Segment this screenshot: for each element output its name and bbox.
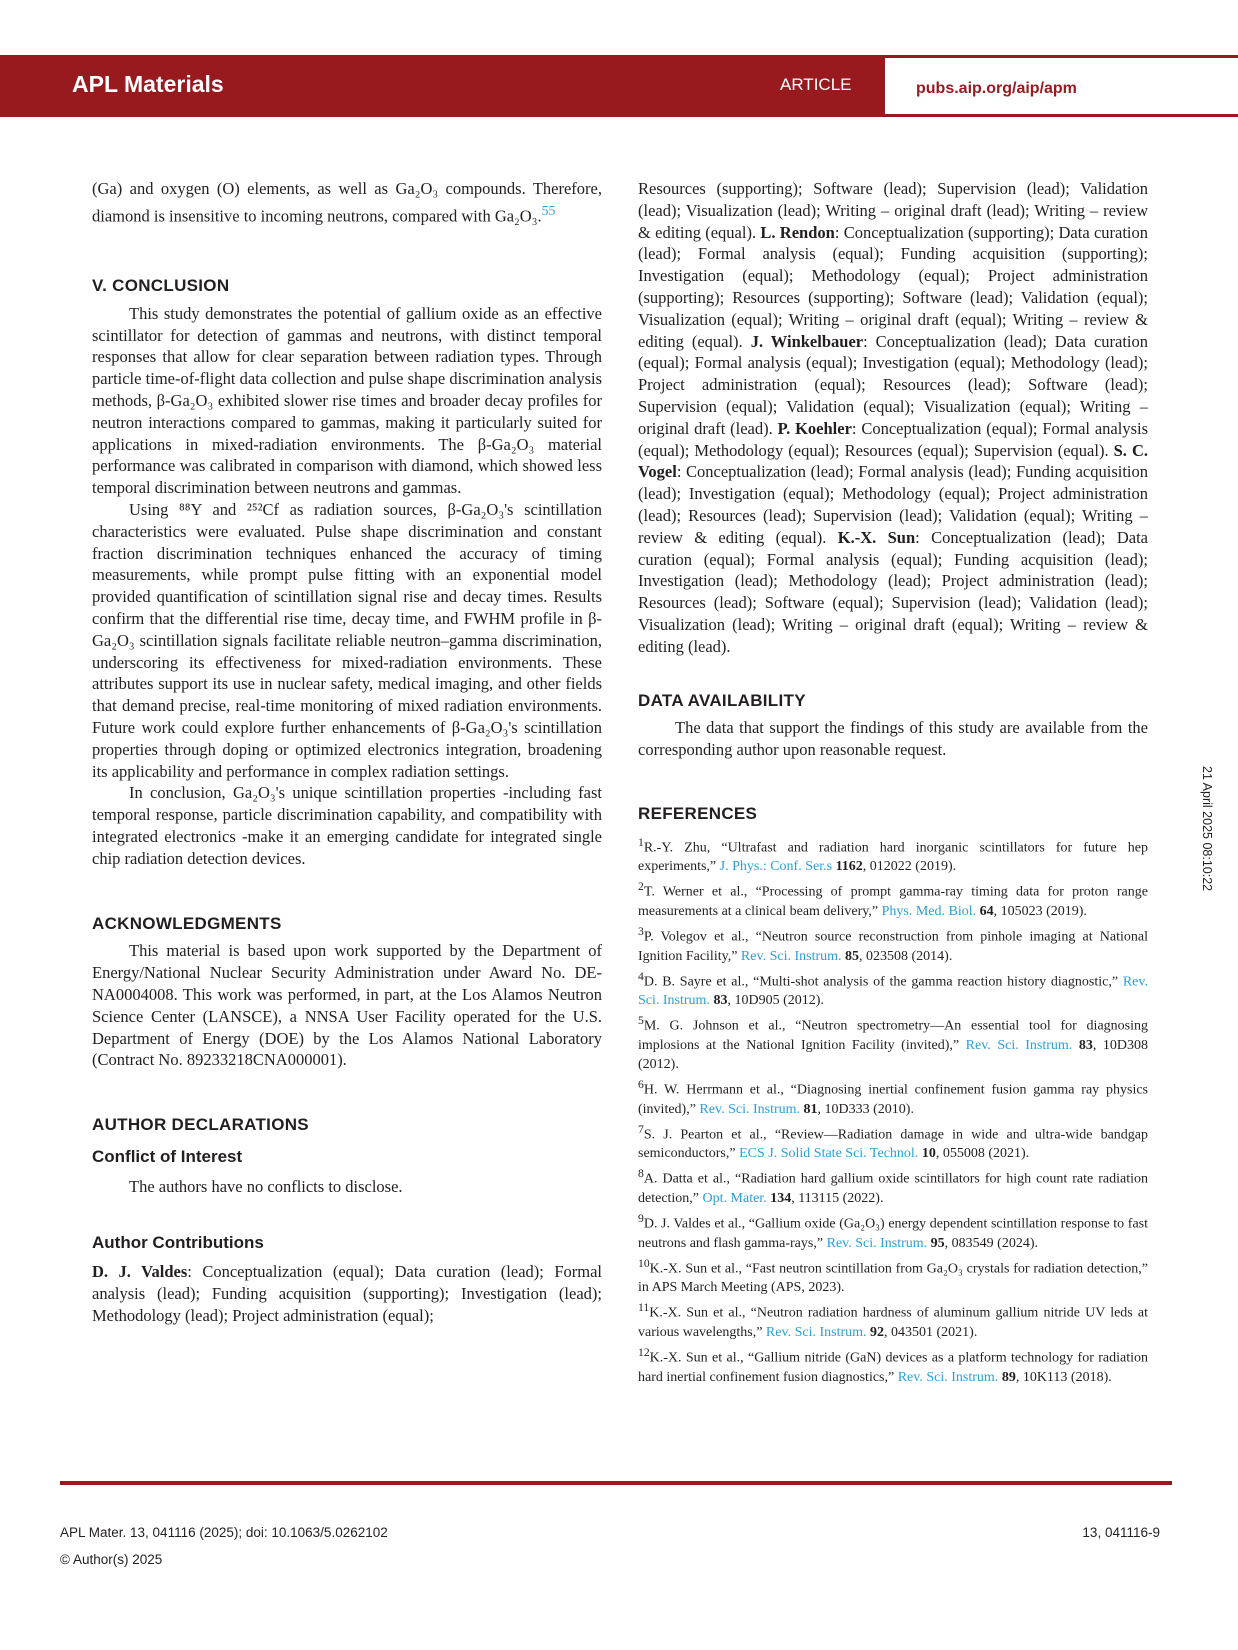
author-name-sun: K.-X. Sun: [837, 527, 916, 547]
reference-text: S. J. Pearton et al., “Review—Radiation damage in wide and ultra-wide bandgap semiconductors,”: [638, 1127, 1148, 1162]
reference-item: [638, 877, 1148, 921]
footer-page-id: 13, 041116-9: [1082, 1525, 1160, 1540]
reference-volume: 92: [866, 1324, 885, 1340]
references-list: [638, 833, 1148, 1387]
reference-number: 5: [638, 1014, 644, 1028]
reference-journal-link[interactable]: Rev. Sci. Instrum.: [638, 974, 1148, 1009]
citation-ref-55[interactable]: 55: [541, 202, 556, 218]
reference-journal-link[interactable]: Phys. Med. Biol.: [881, 904, 977, 920]
reference-journal-link[interactable]: Rev. Sci. Instrum.: [826, 1235, 928, 1251]
reference-journal-link[interactable]: Rev. Sci. Instrum.: [699, 1101, 801, 1117]
reference-text: P. Volegov et al., “Neutron source reconstruction from pinhole imaging at National Ignition Facility,”: [638, 929, 1148, 964]
conclusion-paragraph-1: This study demonstrates the potential of gallium oxide as an effective scintillator for detection of gammas and neutrons, with distinct temporal responses that allow for clear separation between radiation types. Through particle time-of-flight data collection and pulse shape discrimination analysis methods, β-Ga₂O₃ exhibited slower rise times and broader decay profiles for neutron interactions compared to gammas, making it particularly suited for applications in mixed-radiation environments. The β-Ga₂O₃ material performance was calibrated in comparison with diamond, which showed less temporal discrimination between neutrons and gammas.: [92, 303, 602, 498]
reference-details: , 10D905 (2012).: [727, 993, 824, 1009]
footer-citation: APL Mater. 13, 041116 (2025); doi: 10.1063/5.0262102: [60, 1525, 388, 1540]
contribution-text-valdes: : Conceptualization (equal); Data curation (lead); Formal analysis (lead); Funding acquisition (supporting); Investigation (lead); Methodology (lead); Project administration (equal);: [92, 1262, 603, 1325]
reference-number: 6: [638, 1078, 644, 1091]
reference-details: , 10K113 (2018).: [1015, 1369, 1112, 1385]
intro-paragraph: [92, 178, 602, 227]
reference-item: [638, 833, 1148, 877]
right-column: [638, 178, 1148, 1388]
reference-journal-link[interactable]: J. Phys.: Conf. Ser.s: [719, 859, 833, 875]
journal-url-link[interactable]: pubs.aip.org/aip/apm: [916, 80, 1077, 97]
reference-text: K.-X. Sun et al., “Fast neutron scintillation from Ga₂O₃ crystals for radiation detection,” in APS March Meeting (APS, 2023).: [638, 1261, 1148, 1296]
contribution-text-vogel: : Conceptualization (lead); Formal analysis (lead); Funding acquisition (lead); Investigation (equal); Methodology (equal); Project administration (lead); Resources (lead); Supervision (lead); Validation (equal); Writing – review & editing (equal).: [638, 462, 1148, 547]
reference-details: , 023508 (2014).: [859, 948, 953, 964]
author-name-winkelbauer: J. Winkelbauer: [750, 331, 864, 351]
reference-number: 11: [638, 1301, 650, 1315]
reference-details: , 10D333 (2010).: [817, 1101, 914, 1117]
acknowledgments-heading: ACKNOWLEDGMENTS: [92, 913, 282, 933]
reference-journal-link[interactable]: Opt. Mater.: [702, 1190, 767, 1206]
reference-details: , 113115 (2022).: [791, 1190, 884, 1206]
reference-text: T. Werner et al., “Processing of prompt gamma-ray timing data for proton range measurements at a clinical beam delivery,”: [638, 885, 1148, 920]
footer-rule: [60, 1481, 1172, 1485]
reference-journal-link[interactable]: Rev. Sci. Instrum.: [897, 1369, 999, 1385]
references-heading: REFERENCES: [638, 803, 758, 823]
reference-item: [638, 922, 1148, 966]
reference-text: D. J. Valdes et al., “Gallium oxide (Ga₂O₃) energy dependent scintillation response to fast neutrons and flash gamma-rays,”: [638, 1216, 1148, 1251]
contribution-text-valdes-cont: Resources (supporting); Software (lead); Supervision (lead); Validation (lead); Visualization (lead); Writing – original draft (lead); Writing – review & editing (equal).: [638, 179, 1148, 242]
reference-text: M. G. Johnson et al., “Neutron spectrometry—An essential tool for diagnosing implosions at the National Ignition Facility (invited),”: [638, 1019, 1148, 1053]
reference-volume: 83: [1072, 1038, 1093, 1053]
conclusion-paragraph-3: In conclusion, Ga₂O₃'s unique scintillation properties -including fast temporal response, particle discrimination capability, and compatibility with integrated electronics -make it an emerging candidate for integrated single chip radiation detection devices.: [92, 783, 602, 868]
intro-text: (Ga) and oxygen (O) elements, as well as Ga₂O₃ compounds. Therefore, diamond is insensitive to incoming neutrons, compared with Ga₂O₃.: [92, 179, 602, 226]
reference-journal-link[interactable]: Rev. Sci. Instrum.: [965, 1038, 1073, 1053]
reference-details: , 055008 (2021).: [935, 1146, 1030, 1162]
journal-url-box: [885, 58, 1238, 114]
reference-item: [638, 1075, 1148, 1119]
reference-volume: 83: [709, 993, 728, 1009]
contribution-text-rendon: : Conceptualization (supporting); Data curation (lead); Formal analysis (equal); Funding acquisition (supporting); Investigation (equal); Methodology (equal); Project administration (supporting); Resources (supporting); Software (lead); Validation (equal); Visualization (equal); Writing – original draft (equal); Writing – review & editing (equal).: [638, 222, 1149, 351]
reference-details: , 10D308 (2012).: [638, 1038, 1148, 1072]
left-column: [92, 178, 602, 1327]
conflict-of-interest-text: The authors have no conflicts to disclose.: [129, 1176, 403, 1196]
reference-number: 7: [638, 1122, 644, 1136]
reference-text: H. W. Herrmann et al., “Diagnosing inertial confinement fusion gamma ray physics (invited),”: [638, 1082, 1148, 1117]
footer-copyright: © Author(s) 2025: [60, 1552, 163, 1567]
reference-text: R.-Y. Zhu, “Ultrafast and radiation hard inorganic scintillators for future hep experiments,”: [638, 840, 1148, 875]
reference-number: 10: [638, 1256, 650, 1270]
author-contribution-valdes: [92, 1261, 602, 1326]
author-name-valdes: D. J. Valdes: [92, 1262, 188, 1282]
reference-volume: 134: [766, 1190, 792, 1206]
reference-number: 1: [638, 835, 644, 849]
article-type-label: ARTICLE: [780, 75, 852, 94]
reference-item: [638, 967, 1148, 1011]
conclusion-paragraph-2: Using ⁸⁸Y and ²⁵²Cf as radiation sources, β-Ga₂O₃'s scintillation characteristics were evaluated. Pulse shape discrimination and constant fraction discrimination techniques enhanced the accuracy of timing measurements, while prompt pulse fitting with an exponential model provided quantification of scintillation signal rise and decay times. Results confirm that the differential rise time, decay time, and FWHM profile in β-Ga₂O₃ scintillation signals facilitate reliable neutron–gamma discrimination, underscoring its effectiveness for mixed-radiation environments. These attributes support its use in nuclear safety, medical imaging, and other fields that demand precise, real-time monitoring of mixed radiation environments. Future work could explore further enhancements of β-Ga₂O₃'s scintillation properties through doping or optimized electronics integration, broadening its applicability and performance in complex radiation settings.: [92, 500, 602, 781]
reference-item: [638, 1298, 1148, 1342]
reference-number: 2: [638, 880, 644, 894]
reference-number: 12: [638, 1345, 650, 1359]
reference-volume: 10: [918, 1146, 936, 1162]
reference-item: [638, 1120, 1148, 1164]
reference-volume: 95: [927, 1235, 945, 1251]
reference-item: [638, 1209, 1148, 1253]
conclusion-heading: V. CONCLUSION: [92, 276, 230, 296]
reference-text: K.-X. Sun et al., “Neutron radiation hardness of aluminum gallium nitride UV leds at various wavelengths,”: [638, 1305, 1148, 1340]
author-name-koehler: P. Koehler: [777, 418, 852, 438]
journal-header-band: [0, 55, 1238, 117]
reference-text: D. B. Sayre et al., “Multi-shot analysis of the gamma reaction history diagnostic,”: [643, 974, 1123, 990]
author-name-rendon: L. Rendon: [760, 222, 835, 242]
reference-volume: 64: [976, 904, 994, 920]
reference-journal-link[interactable]: Rev. Sci. Instrum.: [765, 1324, 867, 1340]
download-date-stamp: 21 April 2025 08:10:22: [1200, 766, 1214, 892]
journal-name: APL Materials: [72, 71, 224, 97]
reference-number: 8: [638, 1167, 644, 1181]
reference-volume: 85: [841, 948, 860, 964]
reference-text: K.-X. Sun et al., “Gallium nitride (GaN) devices as a platform technology for radiation hard inertial confinement fusion diagnostics,”: [638, 1350, 1148, 1385]
reference-item: [638, 1254, 1148, 1298]
acknowledgments-paragraph: This material is based upon work supported by the Department of Energy/National Nuclear Security Administration under Award No. DE-NA0004008. This work was performed, in part, at the Los Alamos Neutron Science Center (LANSCE), a NNSA User Facility operated for the U.S. Department of Energy (DOE) by the Los Alamos National Laboratory (Contract No. 89233218CNA000001).: [92, 941, 602, 1070]
contribution-text-koehler: : Conceptualization (equal); Formal analysis (equal); Methodology (equal); Resources (equal); Supervision (equal).: [638, 418, 1148, 460]
reference-volume: 89: [998, 1369, 1016, 1385]
conflict-of-interest-heading: Conflict of Interest: [92, 1146, 243, 1166]
reference-details: , 012022 (2019).: [862, 859, 957, 875]
reference-number: 4: [638, 969, 644, 983]
reference-number: 3: [638, 925, 644, 939]
reference-volume: 1162: [832, 859, 863, 875]
reference-journal-link[interactable]: Rev. Sci. Instrum.: [740, 948, 842, 964]
reference-number: 9: [638, 1211, 644, 1225]
author-declarations-heading: AUTHOR DECLARATIONS: [92, 1115, 309, 1135]
contribution-text-winkelbauer: : Conceptualization (lead); Data curation (equal); Formal analysis (equal); Investigation (equal); Methodology (lead); Project administration (equal); Resources (lead); Software (lead); Supervision (equal); Validation (equal); Visualization (equal); Writing – original draft (lead).: [638, 331, 1149, 438]
author-contributions-continued: [638, 178, 1148, 658]
reference-item: [638, 1011, 1148, 1074]
reference-details: , 105023 (2019).: [993, 904, 1087, 920]
reference-details: , 083549 (2024).: [944, 1235, 1038, 1251]
contribution-text-sun: : Conceptualization (lead); Data curation (equal); Formal analysis (equal); Funding acquisition (lead); Investigation (lead); Methodology (lead); Project administration (lead); Resources (lead); Software (equal); Supervision (lead); Validation (lead); Visualization (lead); Writing – original draft (equal); Writing – review & editing (lead).: [638, 527, 1148, 656]
author-name-vogel: S. C. Vogel: [638, 440, 1149, 482]
reference-details: , 043501 (2021).: [884, 1324, 978, 1340]
reference-volume: 81: [800, 1101, 818, 1117]
data-availability-text: The data that support the findings of this study are available from the corresponding author upon reasonable request.: [638, 718, 1148, 760]
reference-item: [638, 1343, 1148, 1387]
reference-item: [638, 1164, 1148, 1208]
reference-journal-link[interactable]: ECS J. Solid State Sci. Technol.: [739, 1146, 919, 1162]
author-contributions-heading: Author Contributions: [92, 1232, 264, 1252]
reference-text: A. Datta et al., “Radiation hard gallium oxide scintillators for high count rate radiation detection,”: [638, 1171, 1148, 1206]
data-availability-heading: DATA AVAILABILITY: [638, 690, 806, 710]
